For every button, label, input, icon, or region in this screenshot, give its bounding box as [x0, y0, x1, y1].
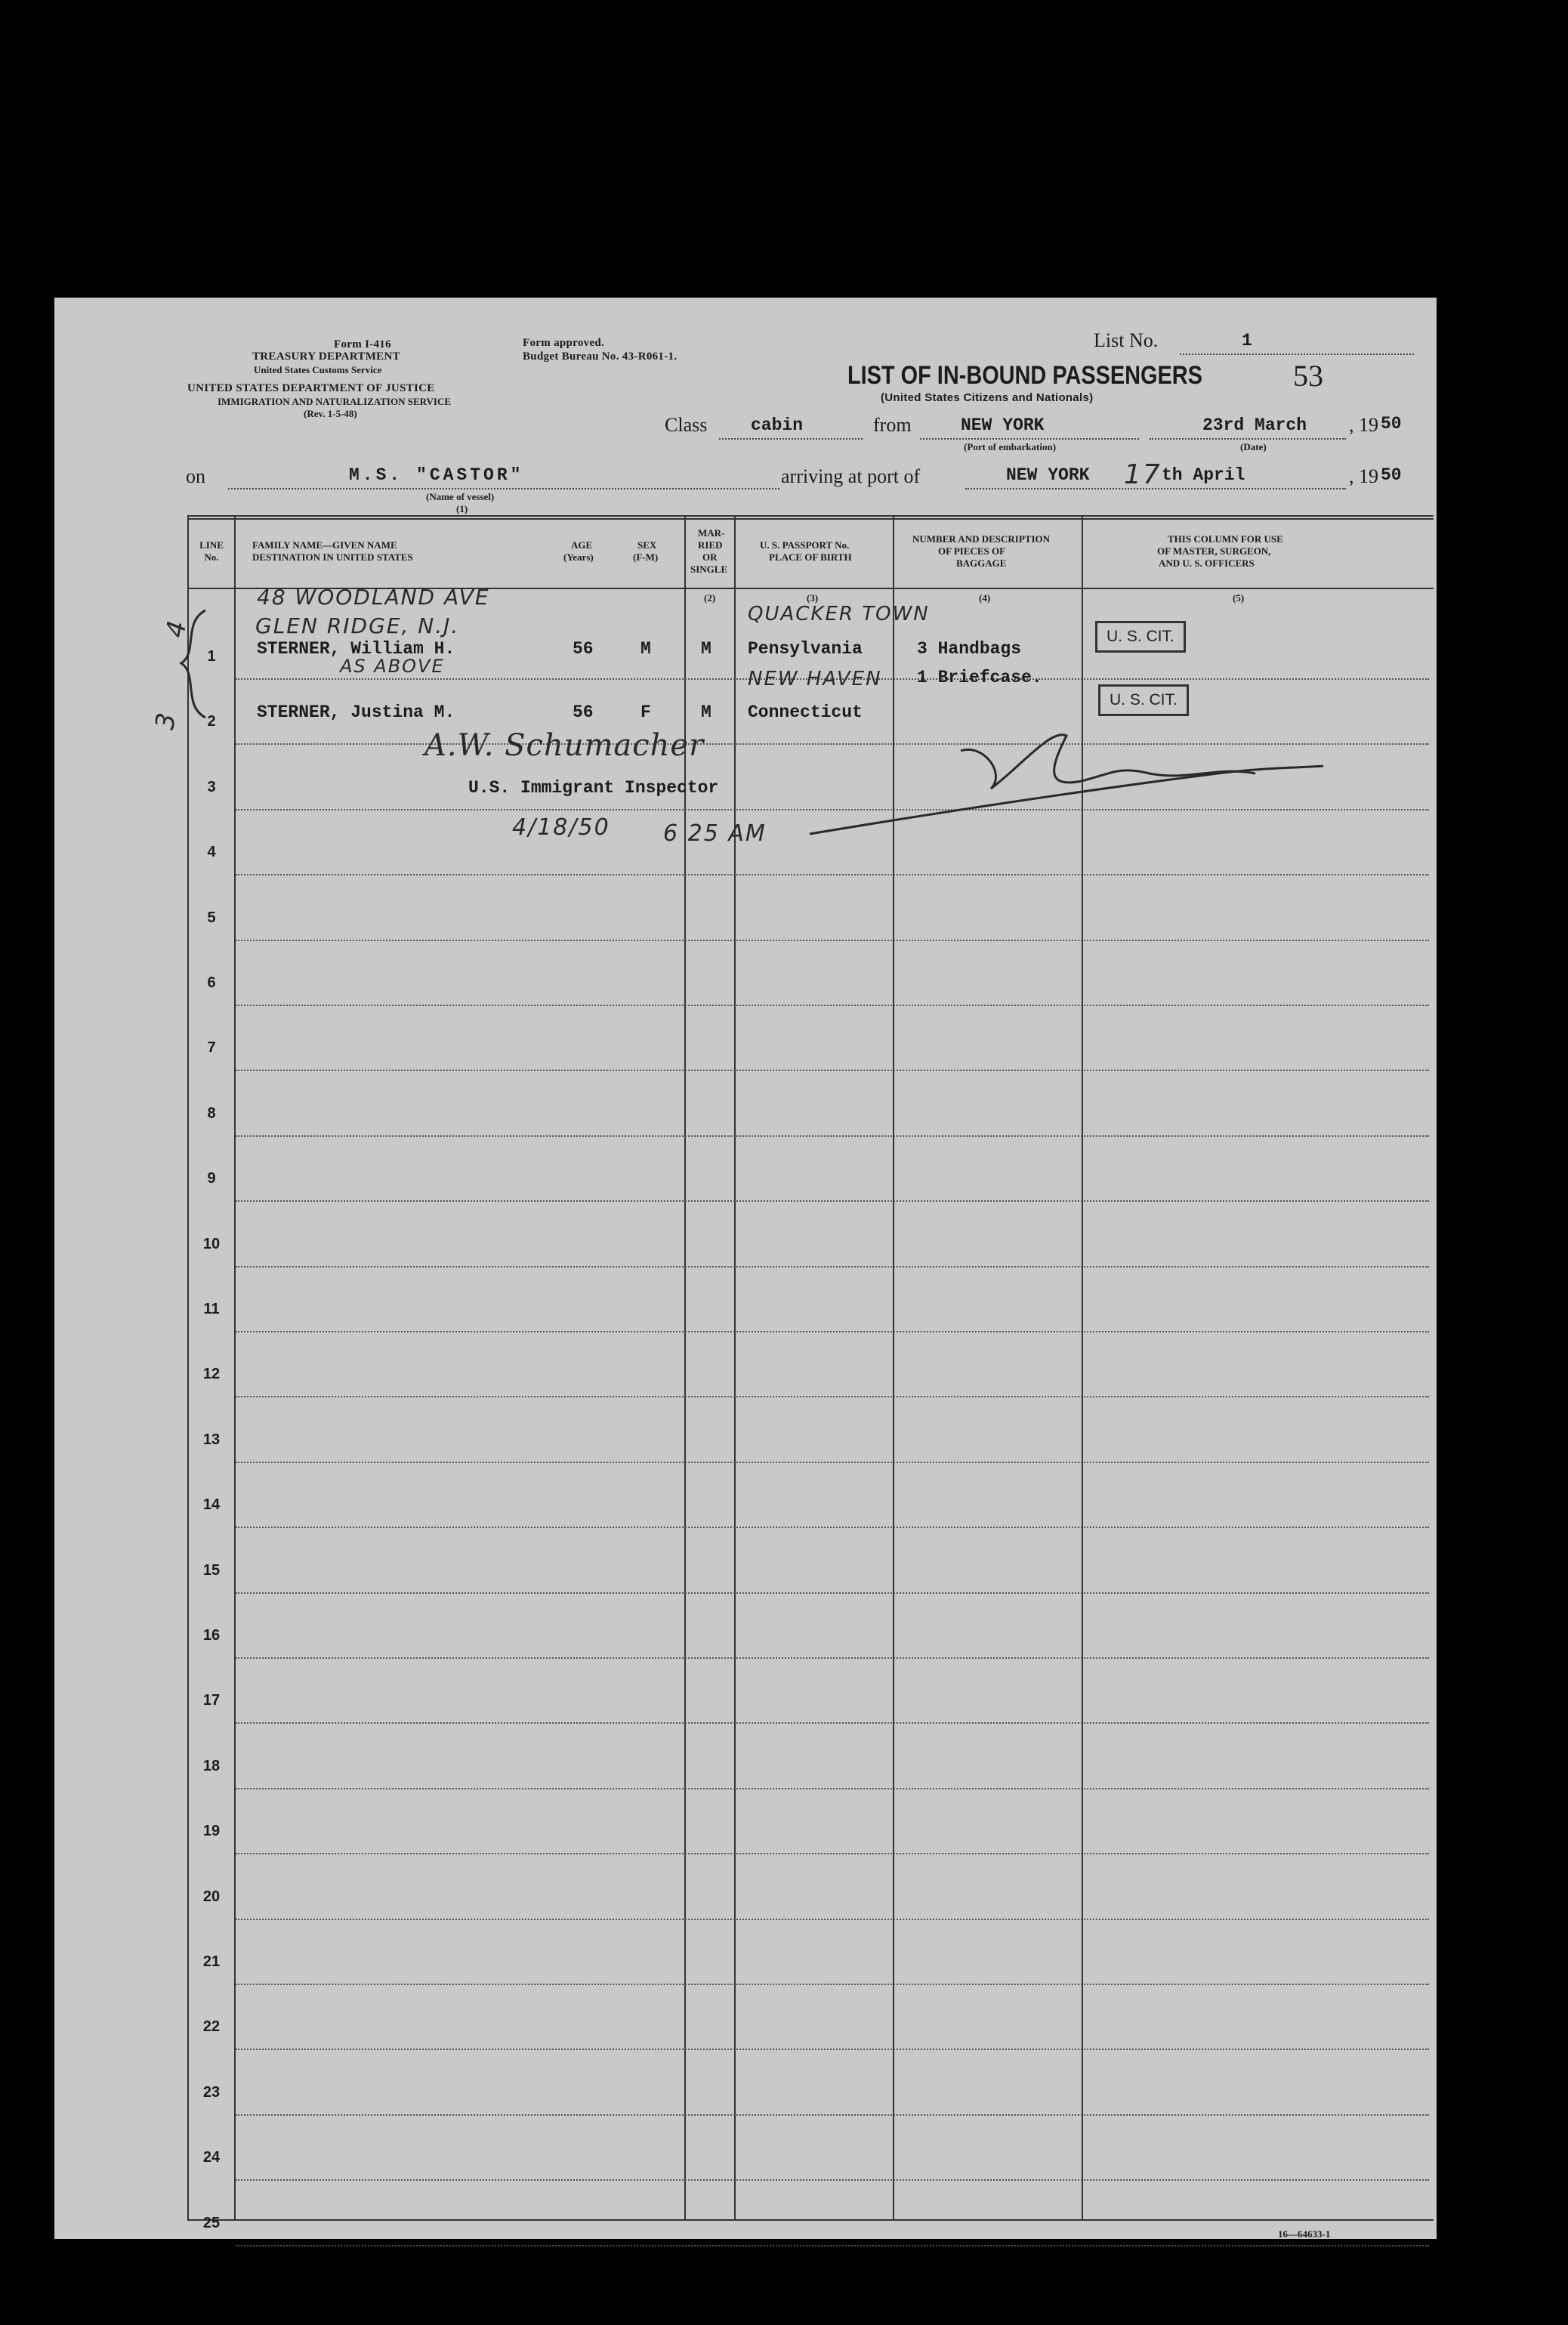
line-number: 13 — [202, 1431, 221, 1448]
col-baggage-num: (4) — [979, 592, 991, 604]
col-name: FAMILY NAME—GIVEN NAME — [252, 539, 397, 551]
class-value: cabin — [751, 415, 804, 435]
line-number: 10 — [202, 1235, 221, 1252]
from-line — [920, 438, 1139, 440]
row-guide — [236, 2114, 1429, 2116]
on-label: on — [186, 465, 205, 487]
vessel-name: M.S. "CASTOR" — [349, 465, 524, 485]
line-number: 16 — [202, 1627, 221, 1644]
vessel-caption: (Name of vessel) — [426, 491, 495, 502]
line-number: 1 — [207, 648, 216, 665]
row-guide — [236, 1005, 1429, 1006]
line-number: 8 — [207, 1104, 216, 1122]
year-prefix-2: , 19 — [1349, 465, 1378, 487]
col-married-num: (2) — [704, 592, 716, 604]
col-baggage-2: OF PIECES OF — [938, 545, 1006, 557]
line-number: 12 — [202, 1366, 221, 1383]
year-1: 50 — [1381, 414, 1402, 434]
destination-address-2: GLEN RIDGE, N.J. — [255, 613, 460, 638]
passenger-1-baggage-1: 3 Handbags — [917, 639, 1022, 659]
col-married-1: MAR- — [698, 527, 725, 539]
col-age: AGE — [571, 539, 593, 551]
col-married-2: RIED — [698, 539, 723, 551]
arrival-day: 17 — [1124, 459, 1162, 490]
year-prefix-1: , 19 — [1349, 414, 1378, 436]
officer-initials-signature — [795, 721, 1338, 849]
list-no-label: List No. — [1094, 329, 1159, 351]
row-guide — [236, 874, 1429, 875]
treasury-dept: TREASURY DEPARTMENT — [252, 350, 400, 363]
row-guide — [236, 1853, 1429, 1854]
col-married-4: SINGLE — [690, 563, 728, 575]
col-birthplace: PLACE OF BIRTH — [769, 551, 852, 563]
passenger-2-birthplace: Connecticut — [748, 702, 863, 722]
form-subtitle: (United States Citizens and Nationals) — [881, 391, 1094, 404]
form-approved: Form approved. — [523, 337, 605, 349]
inspection-date: 4/18/50 — [512, 814, 610, 841]
line-number: 3 — [207, 778, 216, 795]
departure-date: 23rd March — [1202, 415, 1307, 435]
line-number: 7 — [207, 1039, 216, 1057]
print-code: 16—64633-1 — [1278, 2228, 1331, 2240]
passenger-2-married: M — [701, 702, 711, 722]
col-officers-num: (5) — [1233, 592, 1245, 604]
arrival-port: NEW YORK — [1006, 465, 1090, 485]
customs-service: United States Customs Service — [254, 364, 382, 375]
passenger-1-name: STERNER, William H. — [257, 639, 455, 659]
us-citizen-stamp-1: U. S. CIT. — [1095, 621, 1186, 653]
passenger-1-sex: M — [640, 639, 651, 659]
row-guide — [236, 1266, 1429, 1267]
line-number: 19 — [202, 1823, 221, 1840]
table-top-rule-2 — [187, 518, 1434, 520]
inspector-signature: A.W. Schumacher — [424, 728, 705, 763]
passenger-1-baggage-2: 1 Briefcase. — [917, 668, 1042, 687]
line-no-divider — [234, 515, 236, 2221]
birth-town-2: NEW HAVEN — [748, 668, 882, 690]
inspector-title: U.S. Immigrant Inspector — [468, 778, 719, 798]
line-number: 22 — [202, 2018, 221, 2036]
row-guide — [236, 1592, 1429, 1594]
row-guide — [236, 1135, 1429, 1137]
vessel-col-num: (1) — [456, 503, 468, 514]
line-number: 15 — [202, 1561, 221, 1579]
line-number: 18 — [202, 1757, 221, 1774]
line-number: 6 — [207, 974, 216, 991]
passenger-2-destination: AS ABOVE — [340, 656, 445, 677]
year-2: 50 — [1381, 465, 1402, 485]
line-number: 25 — [202, 2214, 221, 2231]
passenger-1-age: 56 — [573, 639, 594, 659]
row-guide — [236, 1527, 1429, 1528]
col-married-3: OR — [702, 551, 718, 563]
passenger-1-married: M — [701, 639, 711, 659]
row-guide — [236, 1462, 1429, 1463]
passenger-1-birthplace: Pensylvania — [748, 639, 863, 659]
col-officers-2: OF MASTER, SURGEON, — [1157, 545, 1271, 557]
passenger-2-sex: F — [640, 702, 651, 722]
family-bracket — [175, 607, 221, 721]
col-passport: U. S. PASSPORT No. — [760, 539, 850, 551]
col-destination: DESTINATION IN UNITED STATES — [252, 551, 413, 563]
class-line — [719, 438, 863, 440]
vessel-line — [228, 488, 779, 489]
row-guide — [236, 2245, 1429, 2246]
arrival-date: th April — [1162, 465, 1245, 485]
row-guide — [236, 2049, 1429, 2050]
passenger-2-age: 56 — [573, 702, 594, 722]
col-officers-3: AND U. S. OFFICERS — [1159, 557, 1255, 569]
line-number: 20 — [202, 1888, 221, 1905]
margin-mark-2: 3 — [150, 709, 183, 733]
col-officers: THIS COLUMN FOR USE — [1168, 533, 1283, 545]
date-line — [1150, 438, 1346, 440]
line-number: 17 — [202, 1692, 221, 1709]
row-guide — [236, 1788, 1429, 1789]
row-guide — [236, 1657, 1429, 1659]
table-bottom-rule — [187, 2219, 1434, 2221]
date-caption: (Date) — [1240, 441, 1267, 452]
col-passport-num: (3) — [807, 592, 819, 604]
row-guide — [236, 1070, 1429, 1071]
line-number: 5 — [207, 909, 216, 926]
ins-service: IMMIGRATION AND NATURALIZATION SERVICE — [218, 396, 452, 407]
line-number: 9 — [207, 1170, 216, 1187]
form-number: Form I-416 — [334, 338, 391, 350]
list-no-line — [1180, 354, 1414, 355]
manifest-page — [54, 298, 1437, 2239]
col-sex: SEX — [637, 539, 657, 551]
inspection-time: 6 25 AM — [663, 820, 767, 847]
col-line-no: LINE No. — [199, 539, 224, 563]
row-guide — [236, 2179, 1429, 2181]
row-guide — [236, 1200, 1429, 1202]
row-guide — [236, 1722, 1429, 1724]
port-caption: (Port of embarkation) — [964, 441, 1057, 452]
line-number: 14 — [202, 1496, 221, 1514]
married-divider — [734, 515, 736, 2221]
line-number: 23 — [202, 2083, 221, 2101]
budget-bureau: Budget Bureau No. 43-R061-1. — [523, 350, 678, 363]
destination-address-1: 48 WOODLAND AVE — [257, 585, 490, 610]
table-left-border — [187, 515, 189, 2221]
col-baggage: NUMBER AND DESCRIPTION — [912, 533, 1051, 545]
from-label: from — [873, 414, 912, 436]
arriving-label: arriving at port of — [781, 465, 921, 487]
class-label: Class — [665, 414, 708, 436]
line-number: 4 — [207, 844, 216, 861]
col-baggage-3: BAGGAGE — [956, 557, 1007, 569]
line-number: 21 — [202, 1953, 221, 1970]
line-number: 11 — [203, 1301, 220, 1317]
arrival-line — [965, 488, 1346, 489]
passenger-2-name: STERNER, Justina M. — [257, 702, 455, 722]
birth-town-1: QUACKER TOWN — [748, 603, 930, 625]
row-guide — [236, 1919, 1429, 1920]
col-sex-unit: (F-M) — [633, 551, 659, 563]
line-number: 2 — [207, 713, 216, 730]
row-guide — [236, 1396, 1429, 1397]
form-title: LIST OF IN-BOUND PASSENGERS — [847, 361, 1202, 390]
row-guide — [236, 940, 1429, 941]
col-age-unit: (Years) — [563, 551, 594, 563]
margin-mark-1: 4 — [160, 616, 193, 641]
from-value: NEW YORK — [961, 415, 1045, 435]
page-number: 53 — [1293, 359, 1323, 393]
revision-date: (Rev. 1-5-48) — [304, 408, 357, 419]
us-citizen-stamp-2: U. S. CIT. — [1098, 684, 1189, 716]
table-top-rule — [187, 515, 1434, 517]
row-guide — [236, 1984, 1429, 1985]
line-number: 24 — [202, 2149, 221, 2166]
justice-dept: UNITED STATES DEPARTMENT OF JUSTICE — [187, 382, 435, 394]
name-divider — [684, 515, 686, 2221]
row-guide — [236, 1331, 1429, 1332]
list-no-value: 1 — [1242, 331, 1252, 350]
